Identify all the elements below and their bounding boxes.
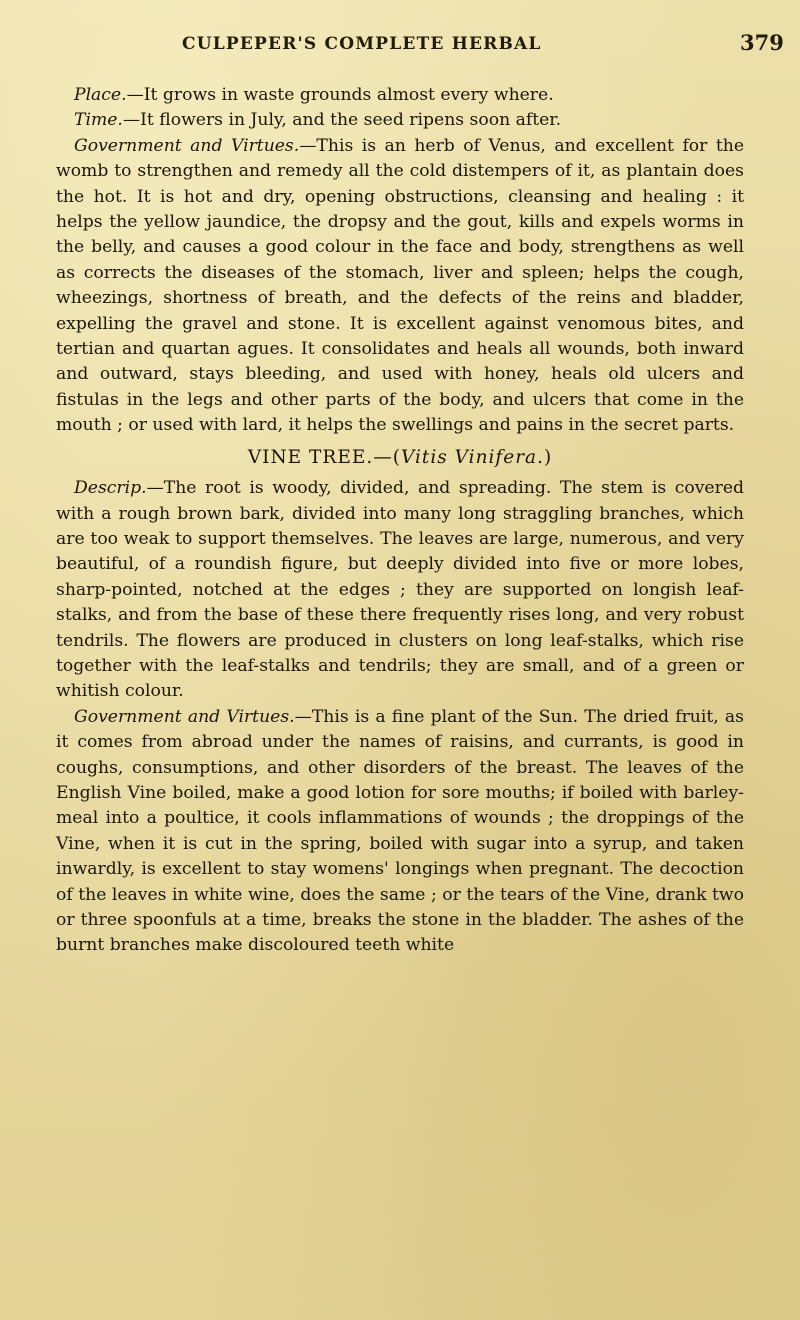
vine-description-label: Descrip. bbox=[74, 478, 147, 499]
vine-government-text: —This is a fine plant of the Sun. The dried fruit, as it comes from abroad under the names of raisins, and currants, is good in coughs, consumptions, and other disorders of the breast. The leaves of the English Vine boiled, make a good lotion for sore mouths; if boiled with barley-meal into a poultice, it cools inflammations of wounds ; the droppings of the Vine, when it is cut in the spring, boiled with sugar into a syrup, and taken inwardly, is excellent to stay womens' longings when pregnant. The decoction of the leaves in white wine, does the same ; or the tears of the Vine, drank two or three spoonfuls at a time, breaks the stone in the bladder. The ashes of the burnt branches make discoloured teeth white bbox=[56, 706, 744, 956]
time-text: —It flowers in July, and the seed ripens soon after. bbox=[122, 110, 562, 131]
time-paragraph bbox=[56, 108, 744, 133]
government-text: —This is an herb of Venus, and excellent for the womb to strengthen and remedy all the cold distempers of it, as plantain does the hot. It is hot and dry, opening obstructions, cleansing and healing : it helps the yellow jaundice, the dropsy and the gout, kills and expels worms in the belly, and causes a good colour in the face and body, strengthens as well as corrects the diseases of the stomach, liver and spleen; helps the cough, wheezings, shortness of breath, and the defects of the reins and bladder, expelling the gravel and stone. It is excellent against venomous bites, and tertian and quartan agues. It consolidates and heals all wounds, both inward and outward, stays bleeding, and used with honey, heals old ulcers and fistulas in the legs and other parts of the body, and ulcers that come in the mouth ; or used with lard, it helps the swellings and pains in the secret parts. bbox=[56, 135, 744, 436]
page-body bbox=[56, 83, 744, 959]
vine-latin-name: Vitis Vinifera. bbox=[400, 446, 544, 468]
vine-title: VINE TREE.—( bbox=[247, 446, 401, 468]
vine-government-paragraph bbox=[56, 705, 744, 959]
vine-government-label: Government and Virtues. bbox=[74, 706, 295, 727]
time-label: Time. bbox=[74, 110, 123, 131]
place-text: —It grows in waste grounds almost every where. bbox=[126, 85, 554, 105]
government-paragraph bbox=[56, 134, 744, 439]
government-label: Government and Virtues. bbox=[74, 135, 300, 156]
vine-title-close: ) bbox=[543, 446, 553, 468]
place-paragraph bbox=[56, 83, 744, 108]
page-number: 379 bbox=[740, 30, 784, 55]
running-title: CULPEPER'S COMPLETE HERBAL bbox=[182, 34, 542, 54]
vine-tree-heading bbox=[56, 445, 744, 470]
place-label: Place. bbox=[74, 85, 127, 105]
vine-description-text: —The root is woody, divided, and spreading. The stem is covered with a rough brown bark, divided into many long straggling branches, which are too weak to support themselves. The leaves are large, numerous, and very beautiful, of a roundish figure, but deeply divided into five or more lobes, sharp-pointed, notched at the edges ; they are supported on longish leaf-stalks, and from the base of these there frequently rises long, and very robust tendrils. The flowers are produced in clusters on long leaf-stalks, which rise together with the leaf-stalks and tendrils; they are small, and of a green or whitish colour. bbox=[56, 478, 744, 702]
vine-description-paragraph bbox=[56, 476, 744, 705]
